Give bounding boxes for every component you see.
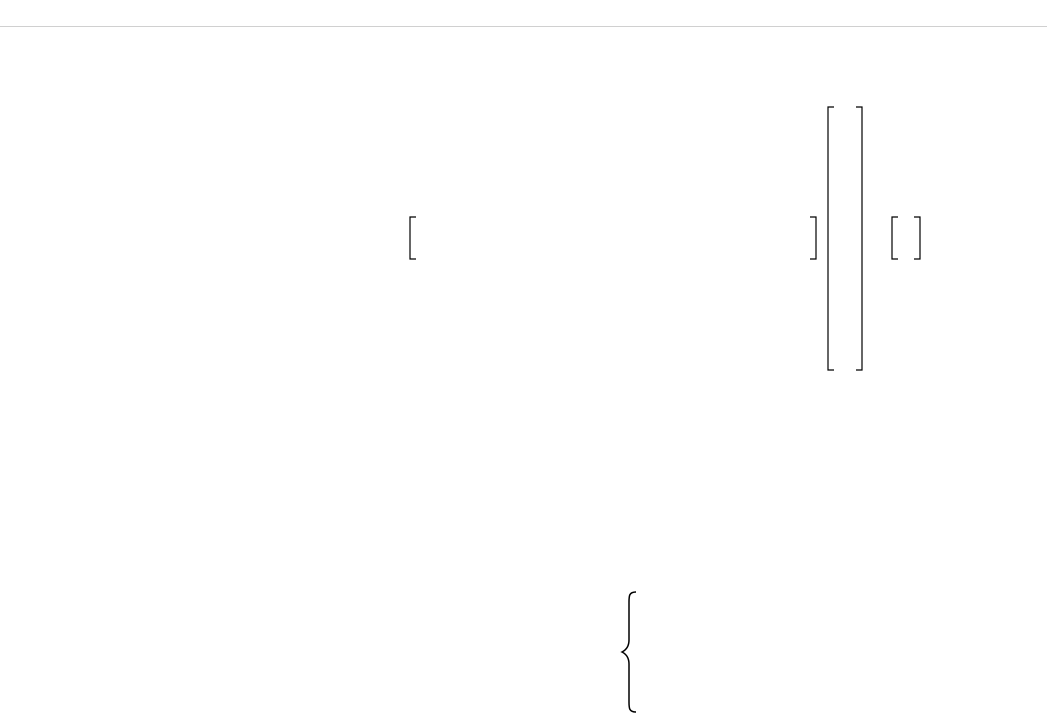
- l-vector-right-bracket: [856, 107, 862, 370]
- matrix-right-bracket: [810, 217, 816, 259]
- matrix-left-bracket: [410, 217, 416, 259]
- uv-vector-right-bracket: [914, 217, 920, 259]
- section-divider: [0, 26, 1047, 27]
- l-vector-left-bracket: [828, 107, 834, 370]
- uv-vector-left-bracket: [892, 217, 898, 259]
- system-left-brace: [622, 592, 636, 712]
- dlt-matrix-equation: [400, 100, 1047, 378]
- intrinsics-equation-system: [620, 588, 840, 718]
